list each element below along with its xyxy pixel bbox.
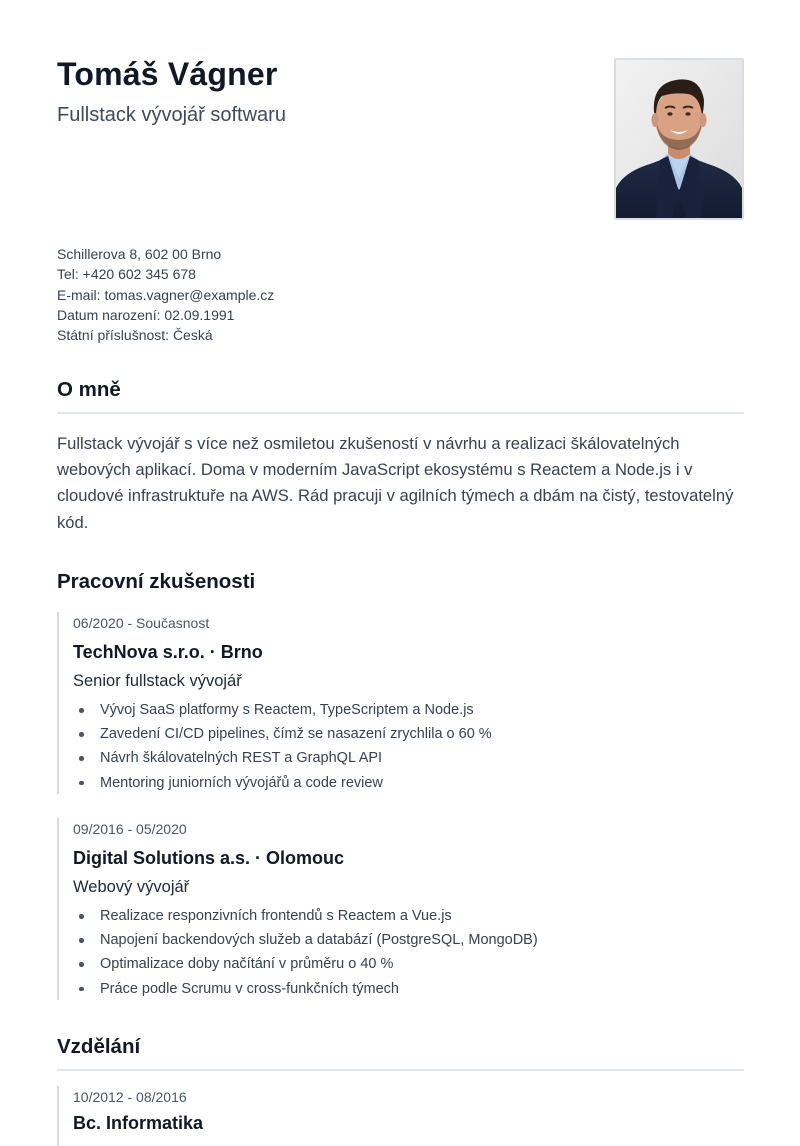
entry-company: TechNova s.r.o. · Brno bbox=[73, 642, 263, 662]
entry-dates: 10/2012 - 08/2016 bbox=[73, 1089, 187, 1105]
bullet-dot-icon bbox=[79, 914, 84, 919]
section-title-education: Vzdělání bbox=[57, 1035, 141, 1058]
bullet-item bbox=[73, 928, 744, 952]
address-text: Schillerova 8, 602 00 Brno bbox=[57, 246, 222, 262]
experience-entry bbox=[57, 818, 744, 1000]
bullet-item bbox=[73, 952, 744, 976]
cv-page bbox=[57, 0, 744, 1133]
bullet-dot-icon bbox=[79, 781, 84, 786]
entry-company: Digital Solutions a.s. · Olomouc bbox=[73, 848, 345, 868]
bullet-dot-icon bbox=[79, 732, 84, 737]
job-title: Fullstack vývojář softwaru bbox=[57, 104, 286, 126]
bullet-text: Zavedení CI/CD pipelines, čímž se nasazení zrychlila o 60 % bbox=[100, 726, 492, 743]
bullet-item bbox=[73, 698, 744, 722]
section-divider bbox=[57, 412, 744, 414]
bullet-text: Návrh škálovatelných REST a GraphQL API bbox=[100, 750, 383, 767]
entry-degree: Bc. Informatika bbox=[73, 1113, 204, 1133]
bullet-dot-icon bbox=[79, 938, 84, 943]
bullet-text: Mentoring juniorních vývojářů a code review bbox=[100, 774, 383, 791]
entry-role: Webový vývojář bbox=[73, 878, 190, 896]
bullet-dot-icon bbox=[79, 708, 84, 713]
bullet-item bbox=[73, 722, 744, 746]
bullet-item bbox=[73, 771, 744, 795]
bullet-item bbox=[73, 746, 744, 770]
bullet-dot-icon bbox=[79, 962, 84, 967]
bullet-text: Realizace responzivních frontendů s Reactem a Vue.js bbox=[100, 908, 452, 924]
bullet-dot-icon bbox=[79, 756, 84, 761]
bullet-text: Práce podle Scrumu v cross-funkčních týmech bbox=[100, 980, 399, 997]
about-text: Fullstack vývojář s více než osmiletou zkušeností v návrhu a realizaci škálovatelných webových aplikací. Doma v moderním JavaScript ekosystému s Reactem a Node.js i v cloudové infrastruktuře na AWS. Rád pracuji v agilních týmech a dbám na čistý, testovatelný kód. bbox=[57, 434, 734, 532]
experience-entry bbox=[57, 612, 744, 794]
phone-text: Tel: +420 602 345 678 bbox=[57, 266, 196, 283]
birth-date-text: Datum narození: 02.09.1991 bbox=[57, 306, 235, 323]
entry-role: Senior fullstack vývojář bbox=[73, 672, 242, 690]
section-title-experience: Pracovní zkušenosti bbox=[57, 570, 256, 593]
bullet-text: Optimalizace doby načítání v průměru o 40 % bbox=[100, 956, 394, 973]
profile-photo bbox=[614, 58, 744, 220]
section-title-about: O mně bbox=[57, 378, 121, 401]
entry-dates: 06/2020 - Současnost bbox=[73, 615, 210, 631]
bullet-text: Napojení backendových služeb a databází (PostgreSQL, MongoDB) bbox=[100, 932, 538, 949]
bullet-item bbox=[73, 977, 744, 1001]
bullet-item bbox=[73, 904, 744, 928]
cv-header bbox=[57, 0, 744, 240]
person-name: Tomáš Vágner bbox=[57, 56, 278, 92]
section-divider bbox=[57, 1069, 744, 1071]
email-text: E-mail: tomas.vagner@example.cz bbox=[57, 286, 275, 303]
portrait-image bbox=[616, 60, 742, 218]
entry-bullets bbox=[73, 698, 744, 795]
bullet-text: Vývoj SaaS platformy s Reactem, TypeScriptem a Node.js bbox=[100, 702, 474, 718]
citizenship-text: Státní příslušnost: Česká bbox=[57, 327, 213, 344]
education-entry bbox=[57, 1086, 744, 1146]
entry-dates: 09/2016 - 05/2020 bbox=[73, 821, 187, 837]
contact-info bbox=[57, 244, 274, 345]
bullet-dot-icon bbox=[79, 987, 84, 992]
entry-bullets bbox=[73, 904, 744, 1001]
